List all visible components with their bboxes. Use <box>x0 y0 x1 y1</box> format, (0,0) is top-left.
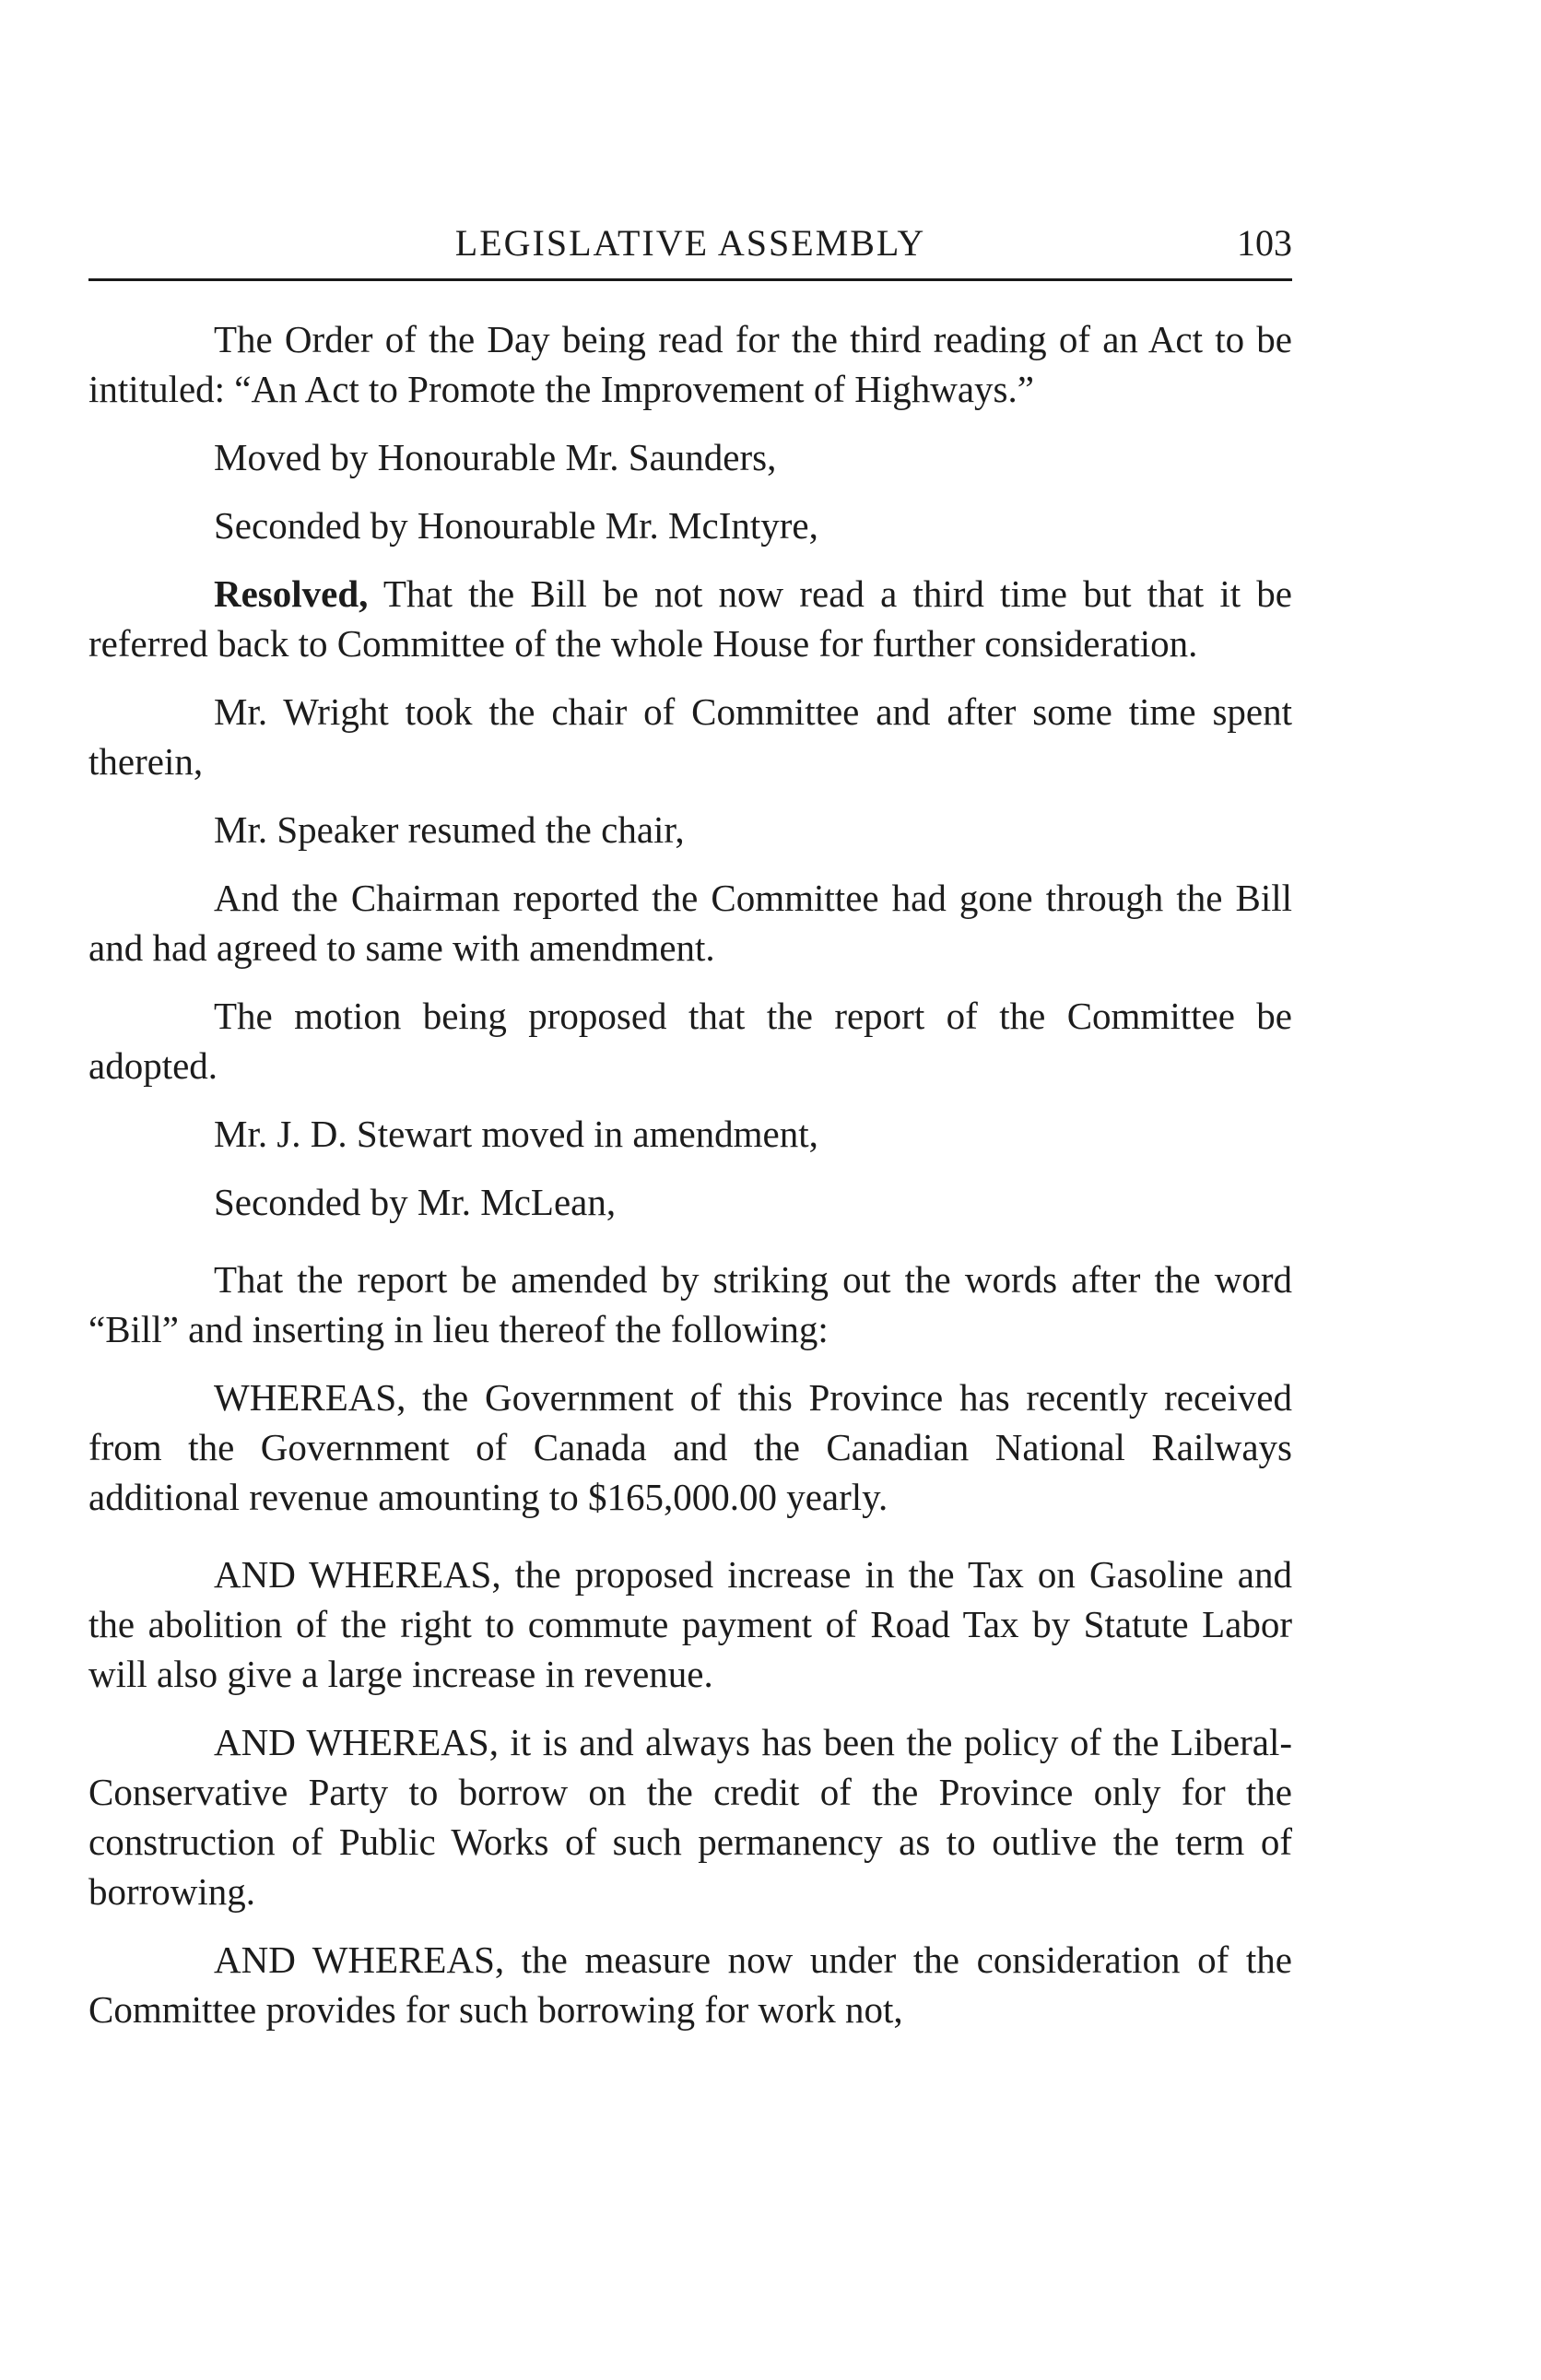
paragraph-seconded-mclean: Seconded by Mr. McLean, <box>214 1181 617 1223</box>
paragraph-seconded-by: Seconded by Honourable Mr. McIntyre, <box>214 504 818 547</box>
paragraph-whereas-revenue: WHEREAS, the Government of this Province has recently received from the Government of Canada and the Canadian National Railways additional revenue amounting to $165,000.00 yearly. <box>88 1376 1292 1518</box>
paragraph-whereas-measure: AND WHEREAS, the measure now under the consideration of the Committee provides for such borrowing for work not, <box>88 1938 1292 2031</box>
paragraph-wright-chair: Mr. Wright took the chair of Committee and after some time spent therein, <box>88 690 1292 783</box>
paragraph-whereas-gasoline: AND WHEREAS, the proposed increase in the Tax on Gasoline and the abolition of the right to commute payment of Road Tax by Statute Labor will also give a large increase in revenue. <box>88 1553 1292 1695</box>
paragraph-chairman-reported: And the Chairman reported the Committee had gone through the Bill and had agreed to same with amendment. <box>88 877 1292 969</box>
paragraph-order-of-day: The Order of the Day being read for the third reading of an Act to be intituled: “An Act to Promote the Improvement of Highways.” <box>88 318 1292 410</box>
paragraph-report-amended: That the report be amended by striking out the words after the word “Bill” and inserting in lieu thereof the following: <box>88 1258 1292 1350</box>
paragraph-moved-by: Moved by Honourable Mr. Saunders, <box>214 436 777 478</box>
resolved-text: That the Bill be not now read a third time but that it be referred back to Committee of the whole House for further consideration. <box>88 572 1292 665</box>
document-page <box>88 221 1292 2034</box>
paragraph-speaker-resumed: Mr. Speaker resumed the chair, <box>214 808 685 851</box>
paragraph-stewart-amendment: Mr. J. D. Stewart moved in amendment, <box>214 1113 818 1155</box>
page-number: 103 <box>1237 222 1292 264</box>
resolved-lead: Resolved, <box>214 572 369 615</box>
paragraph-motion-proposed: The motion being proposed that the report of the Committee be adopted. <box>88 995 1292 1087</box>
paragraph-whereas-policy: AND WHEREAS, it is and always has been the policy of the Liberal-Conservative Party to borrow on the credit of the Province only for the construction of Public Works of such permanency as to outlive the term of borrowing. <box>88 1721 1292 1913</box>
paragraph-resolved <box>88 569 1292 668</box>
header-title: LEGISLATIVE ASSEMBLY <box>454 222 926 264</box>
running-header <box>88 221 1292 281</box>
